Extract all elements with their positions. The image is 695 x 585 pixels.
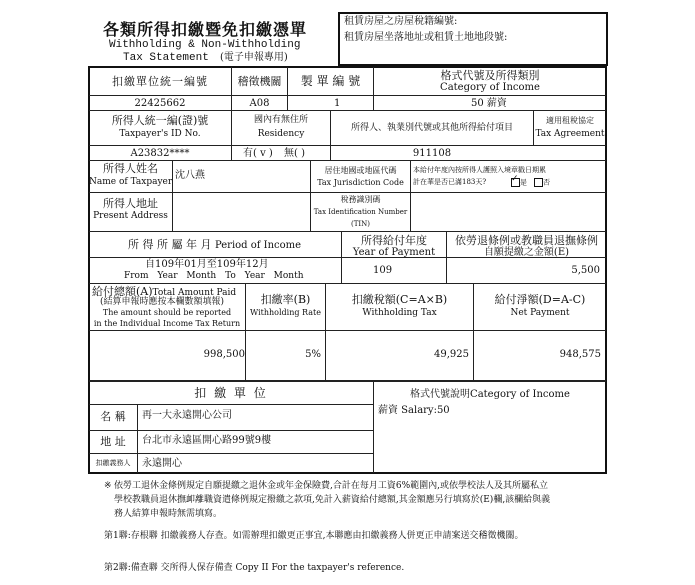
agreement-label-zh: 適用租稅協定 xyxy=(546,116,594,125)
residency-label-zh: 國內有無住所 xyxy=(253,115,308,125)
total-label-zh: 給付總額(A) xyxy=(92,285,153,298)
total-note-en-1: The amount should be reported xyxy=(102,308,232,317)
rate-label-zh: 扣繳率(B) xyxy=(260,293,311,306)
withholder-address-label: 地 址 xyxy=(100,435,126,448)
pension-label-2: 自願提繳之金額(E) xyxy=(483,247,570,258)
form-title-en-1: Withholding & Non-Withholding xyxy=(109,39,301,51)
note-line-2: 學校教職員退休撫卹離職資遣條例規定撥繳之款項,免計入薪資給付總額,其金額應另行填寫於(E)欄,該欄給與義 xyxy=(114,495,551,505)
format-desc-label: 格式代號說明Category of Income xyxy=(410,389,570,400)
period-value: 自109年01月至109年12月 xyxy=(145,259,269,270)
agency-label: 稽徵機關 xyxy=(237,75,282,88)
tax-label-en: Withholding Tax xyxy=(362,308,437,318)
withholder-id-label: 扣繳單位統一編號 xyxy=(112,75,208,88)
period-value-en: From Year Month To Year Month xyxy=(124,271,304,281)
net-value: 948,575 xyxy=(559,349,601,360)
total-note-en-2: in the Individual Income Tax Return xyxy=(93,319,241,328)
taxpayer-id-label-zh: 所得人統一編(證)號 xyxy=(111,114,209,127)
rent-address-label: 租賃房屋坐落地址或租賃土地地段號: xyxy=(344,32,508,43)
form-title-zh: 各類所得扣繳暨免扣繳憑單 xyxy=(103,20,308,39)
jurisdiction-label-zh: 居住地國或地區代碼 xyxy=(324,166,397,175)
name-label-zh: 所得人姓名 xyxy=(103,162,158,175)
withholder-id-value: 22425662 xyxy=(134,98,186,109)
stay-question-line2: 計在華是否已滿183天? xyxy=(413,178,487,186)
residency-label-en: Residency xyxy=(257,129,305,139)
withholder-name-label: 名 稱 xyxy=(100,410,126,423)
tax-value: 49,925 xyxy=(434,349,469,360)
total-label-en: Total Amount Paid xyxy=(152,288,237,298)
net-label-en: Net Payment xyxy=(510,308,570,318)
pay-year-label-en: Year of Payment xyxy=(352,247,436,258)
total-note-zh: (結算申報時應按本欄數額填報) xyxy=(100,297,225,307)
tin-label-en-2: (TIN) xyxy=(350,220,371,228)
rate-label-en: Withholding Rate xyxy=(250,308,321,317)
copy-1-note: 第1聯:存根聯 扣繳義務人存查。如需辦理扣繳更正事宜,本聯應由扣繳義務人併更正申請案送交稽徵機關。 xyxy=(104,531,524,541)
note-mark: ※ xyxy=(104,481,112,491)
tin-label-en-1: Tax Identification Number xyxy=(313,208,408,216)
pay-year-label-zh: 所得給付年度 xyxy=(361,234,427,247)
taxpayer-id-value: A23832**** xyxy=(130,148,190,159)
pension-value: 5,500 xyxy=(571,265,600,276)
stay-yes-option[interactable] xyxy=(511,178,527,187)
rate-value: 5% xyxy=(305,349,321,360)
withholder-section-label: 扣 繳 單 位 xyxy=(194,386,268,400)
withholder-address-value: 台北市永遠區開心路99號9樓 xyxy=(142,435,272,446)
format-label-en: Category of Income xyxy=(440,82,540,93)
stay-yes-label: 是 xyxy=(520,178,527,187)
stay-no-checkbox[interactable] xyxy=(534,178,543,187)
note-line-1: 依勞工退休金條例規定自願提繳之退休金或年金保險費,合計在每月工資6%範圍內,或依學校法人及其所屬私立 xyxy=(114,481,549,491)
withholder-agent-label: 扣繳義務人 xyxy=(95,459,131,467)
tax-label-zh: 扣繳稅額(C=A×B) xyxy=(351,293,448,306)
serial-label: 製 單 編 號 xyxy=(300,74,361,88)
residency-yes: 有( v ) xyxy=(243,148,273,159)
withholder-name-value: 再一大永遠開心公司 xyxy=(142,410,232,421)
agreement-label-en: Tax Agreement xyxy=(535,129,605,139)
taxpayer-id-label-en: Taxpayer's ID No. xyxy=(119,129,201,139)
address-label-zh: 所得人地址 xyxy=(103,197,158,210)
period-label-en: Period of Income xyxy=(214,240,302,251)
copy-2-note: 第2聯:備查聯 交所得人保存備查 Copy II For the taxpayer's reference. xyxy=(104,563,405,573)
form-title-en-2: Tax Statement xyxy=(123,52,209,64)
jurisdiction-label-en: Tax Jurisdiction Code xyxy=(317,178,404,187)
agency-value: A08 xyxy=(249,98,270,109)
tin-label-zh: 稅務識別碼 xyxy=(340,195,381,204)
net-label-zh: 給付淨額(D=A-C) xyxy=(494,293,586,306)
stay-yes-checkbox[interactable] xyxy=(511,178,520,187)
total-value: 998,500 xyxy=(203,349,245,360)
employee-code-value: 911108 xyxy=(412,148,452,159)
period-label xyxy=(128,239,301,251)
period-label-zh: 所 得 所 屬 年 月 xyxy=(128,238,212,251)
note-line-3: 務人結算申報時無需填寫。 xyxy=(114,509,223,519)
format-value: 50 薪資 xyxy=(471,98,507,109)
taxpayer-name-value: 沈八燕 xyxy=(175,170,205,181)
stay-no-option[interactable] xyxy=(534,178,550,187)
stay-question-line1: 本給付年度內按所得人護照入境章戳日期累 xyxy=(413,166,546,174)
employee-code-label: 所得人、執業別代號或其他所得給付項目 xyxy=(350,123,513,133)
stay-no-label: 否 xyxy=(543,178,550,187)
address-label-en: Present Address xyxy=(93,211,168,221)
format-desc-value: 薪資 Salary:50 xyxy=(378,405,450,416)
form-title-note: (電子申報專用) xyxy=(220,52,288,63)
name-label-en: Name of Taxpayer xyxy=(89,177,173,187)
withholder-agent-value: 永遠開心 xyxy=(142,458,182,469)
format-label-zh: 格式代號及所得類別 xyxy=(440,69,540,82)
pension-label-1: 依勞退條例或教職員退撫條例 xyxy=(455,234,598,247)
serial-value: 1 xyxy=(334,98,341,109)
pay-year-value: 109 xyxy=(373,265,393,276)
residency-no: 無( ) xyxy=(284,148,305,159)
rent-tax-id-label: 租賃房屋之房屋稅籍編號: xyxy=(344,16,458,27)
